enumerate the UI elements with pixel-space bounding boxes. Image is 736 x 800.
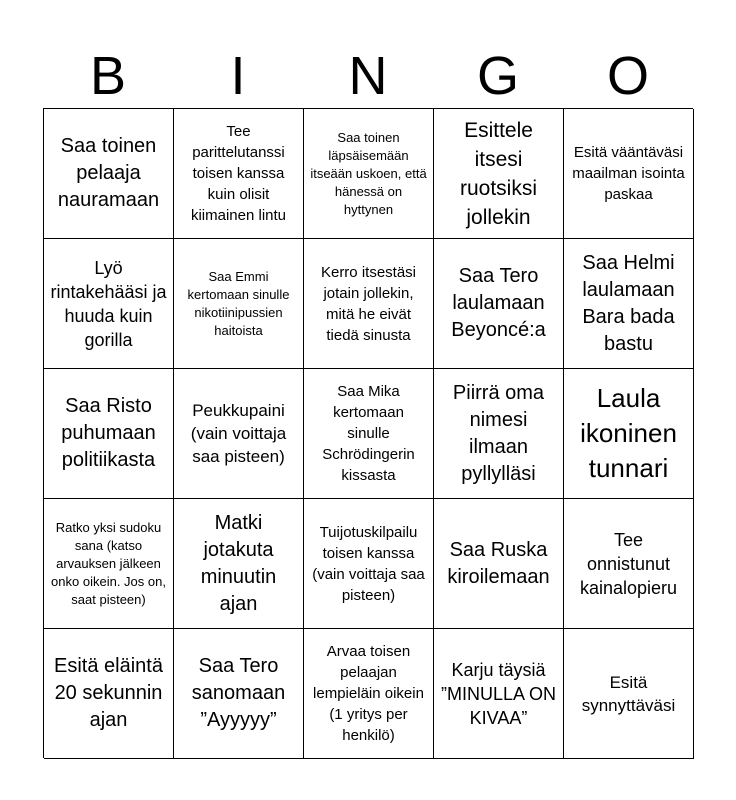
bingo-grid xyxy=(43,108,693,758)
bingo-cell-2-1 xyxy=(44,239,174,369)
header-letter-b: B xyxy=(89,46,127,106)
bingo-cell-text: Ratko yksi sudoku sana (katso arvauksen jälkeen onko oikein. Jos on, saat pisteen) xyxy=(51,519,166,607)
bingo-cell-text: Arvaa toisen pelaajan lempieläin oikein (1 yritys per henkilö) xyxy=(313,643,424,744)
bingo-cell-text: Esitä synnyttäväsi xyxy=(581,672,676,715)
bingo-cell-text: Esitä vääntäväsi maailman isointa paskaa xyxy=(572,144,685,203)
bingo-cell-2-4 xyxy=(434,239,564,369)
header-letter-o: O xyxy=(606,46,649,106)
bingo-cell-2-5 xyxy=(564,239,694,369)
bingo-cell-3-4 xyxy=(434,369,564,499)
bingo-cell-text: Esittele itsesi ruotsiksi jollekin xyxy=(459,118,538,229)
bingo-cell-1-2 xyxy=(174,109,304,239)
bingo-cell-1-1 xyxy=(44,109,174,239)
bingo-cell-text: Kerro itsestäsi jotain jollekin, mitä he eivät tiedä sinusta xyxy=(320,263,417,344)
bingo-cell-3-1 xyxy=(44,369,174,499)
bingo-cell-text: Tee onnistunut kainalopieru xyxy=(579,529,678,598)
bingo-cell-2-3 xyxy=(304,239,434,369)
header-letter-n: N xyxy=(348,46,388,106)
bingo-cell-text: Saa Mika kertomaan sinulle Schrödingerin kissasta xyxy=(322,383,415,484)
bingo-cell-text: Peukkupaini (vain voittaja saa pisteen) xyxy=(190,401,287,466)
bingo-cell-4-3 xyxy=(304,499,434,629)
bingo-cell-text: Saa Risto puhumaan politiikasta xyxy=(61,395,156,471)
bingo-cell-text: Laula ikoninen tunnari xyxy=(580,383,677,483)
bingo-cell-5-2 xyxy=(174,629,304,759)
bingo-cell-3-5 xyxy=(564,369,694,499)
bingo-cell-text: Saa Helmi laulamaan Bara bada bastu xyxy=(582,251,675,355)
bingo-cell-text: Saa Tero laulamaan Beyoncé:a xyxy=(451,265,546,341)
bingo-cell-text: Tuijotuskilpailu toisen kanssa (vain voittaja saa pisteen) xyxy=(312,523,425,604)
bingo-cell-5-5 xyxy=(564,629,694,759)
bingo-header xyxy=(43,44,693,108)
header-letter-g: G xyxy=(476,46,519,106)
bingo-cell-text: Saa Tero sanomaan ”Ayyyyy” xyxy=(191,655,286,731)
bingo-cell-text: Esitä eläintä 20 sekunnin ajan xyxy=(54,655,163,731)
bingo-cell-text: Tee parittelutanssi toisen kanssa kuin olisit kiimainen lintu xyxy=(190,123,287,224)
bingo-cell-1-3 xyxy=(304,109,434,239)
bingo-cell-1-5 xyxy=(564,109,694,239)
bingo-cell-text: Saa Ruska kiroilemaan xyxy=(447,538,550,588)
bingo-cell-2-2 xyxy=(174,239,304,369)
bingo-cell-4-4 xyxy=(434,499,564,629)
bingo-cell-3-3 xyxy=(304,369,434,499)
bingo-cell-text: Karju täysiä ”MINULLA ON KIVAA” xyxy=(440,659,557,728)
bingo-cell-4-1 xyxy=(44,499,174,629)
bingo-cell-5-3 xyxy=(304,629,434,759)
header-letter-i: I xyxy=(230,46,246,106)
bingo-cell-1-4 xyxy=(434,109,564,239)
bingo-cell-5-4 xyxy=(434,629,564,759)
bingo-cell-text: Piirrä oma nimesi ilmaan pyllylläsi xyxy=(452,381,545,485)
bingo-cell-text: Saa Emmi kertomaan sinulle nikotiinipussien haitoista xyxy=(187,268,290,338)
bingo-cell-4-5 xyxy=(564,499,694,629)
bingo-cell-text: Matki jotakuta minuutin ajan xyxy=(200,511,277,615)
bingo-cell-3-2 xyxy=(174,369,304,499)
bingo-cell-5-1 xyxy=(44,629,174,759)
bingo-cell-4-2 xyxy=(174,499,304,629)
bingo-cell-text: Saa toinen läpsäisemään itseään uskoen, että hänessä on hyttynen xyxy=(310,129,427,217)
bingo-cell-text: Saa toinen pelaaja nauramaan xyxy=(57,135,160,211)
bingo-cell-text: Lyö rintakehääsi ja huuda kuin gorilla xyxy=(50,257,167,350)
